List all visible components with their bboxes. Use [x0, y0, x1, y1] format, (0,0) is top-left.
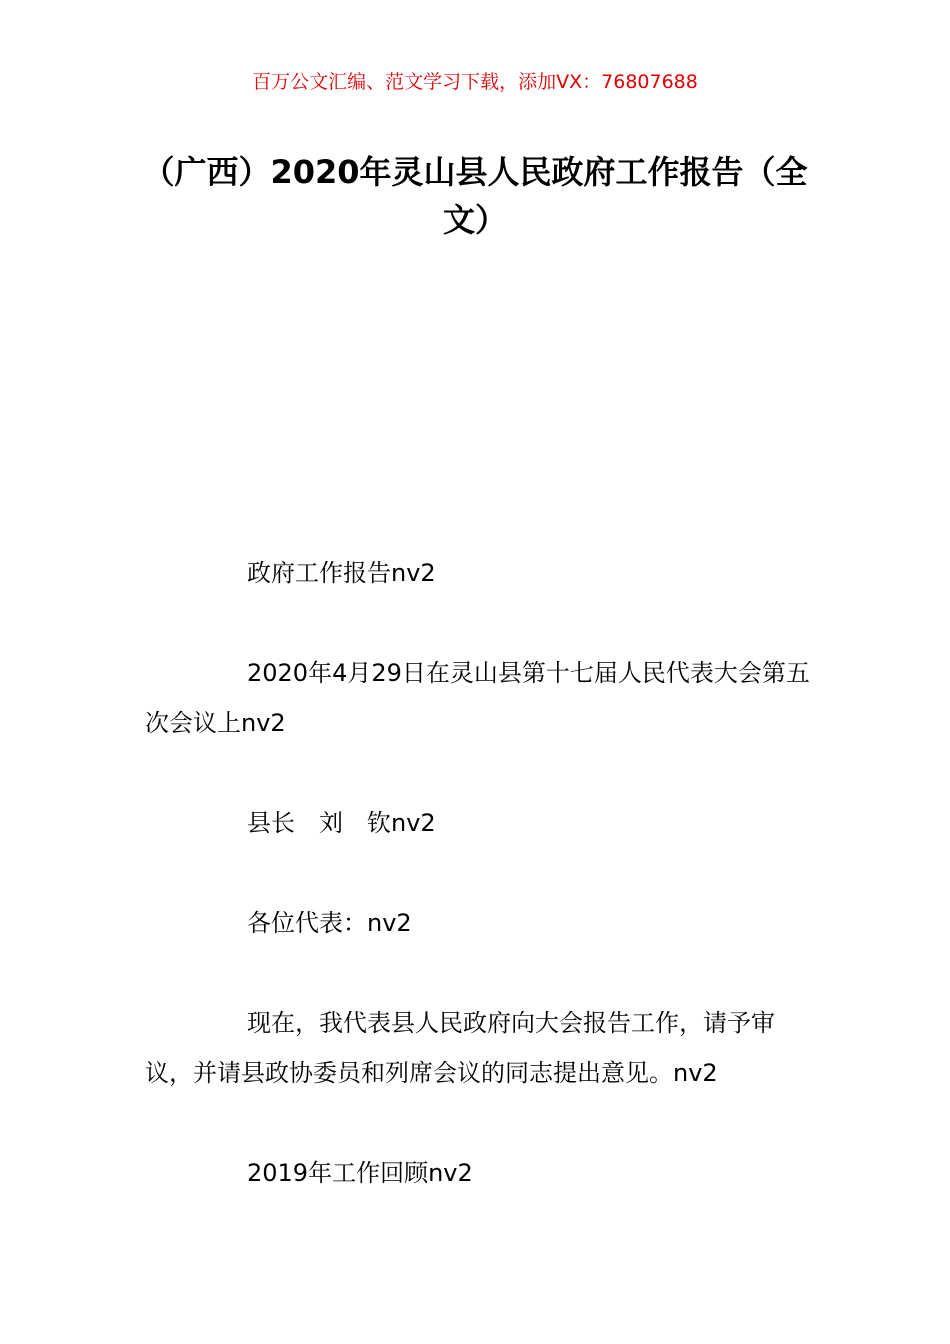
- paragraph-report-name: 政府工作报告nv2: [247, 559, 436, 587]
- document-title: （广西）2020年灵山县人民政府工作报告（全文）: [142, 153, 808, 239]
- paragraph-salutation: 各位代表：nv2: [247, 909, 412, 937]
- paragraph-section-heading: 2019年工作回顾nv2: [247, 1159, 473, 1187]
- paragraph-speaker: 县长 刘 钦nv2: [247, 809, 436, 837]
- header-download-note: 百万公文汇编、范文学习下载，添加VX：76807688: [252, 71, 698, 93]
- paragraph-intro: 现在，我代表县人民政府向大会报告工作，请予审议，并请县政协委员和列席会议的同志提出意见。nv2: [145, 1009, 775, 1087]
- paragraph-meeting-info: 2020年4月29日在灵山县第十七届人民代表大会第五次会议上nv2: [145, 659, 810, 737]
- document-body: [145, 548, 810, 1198]
